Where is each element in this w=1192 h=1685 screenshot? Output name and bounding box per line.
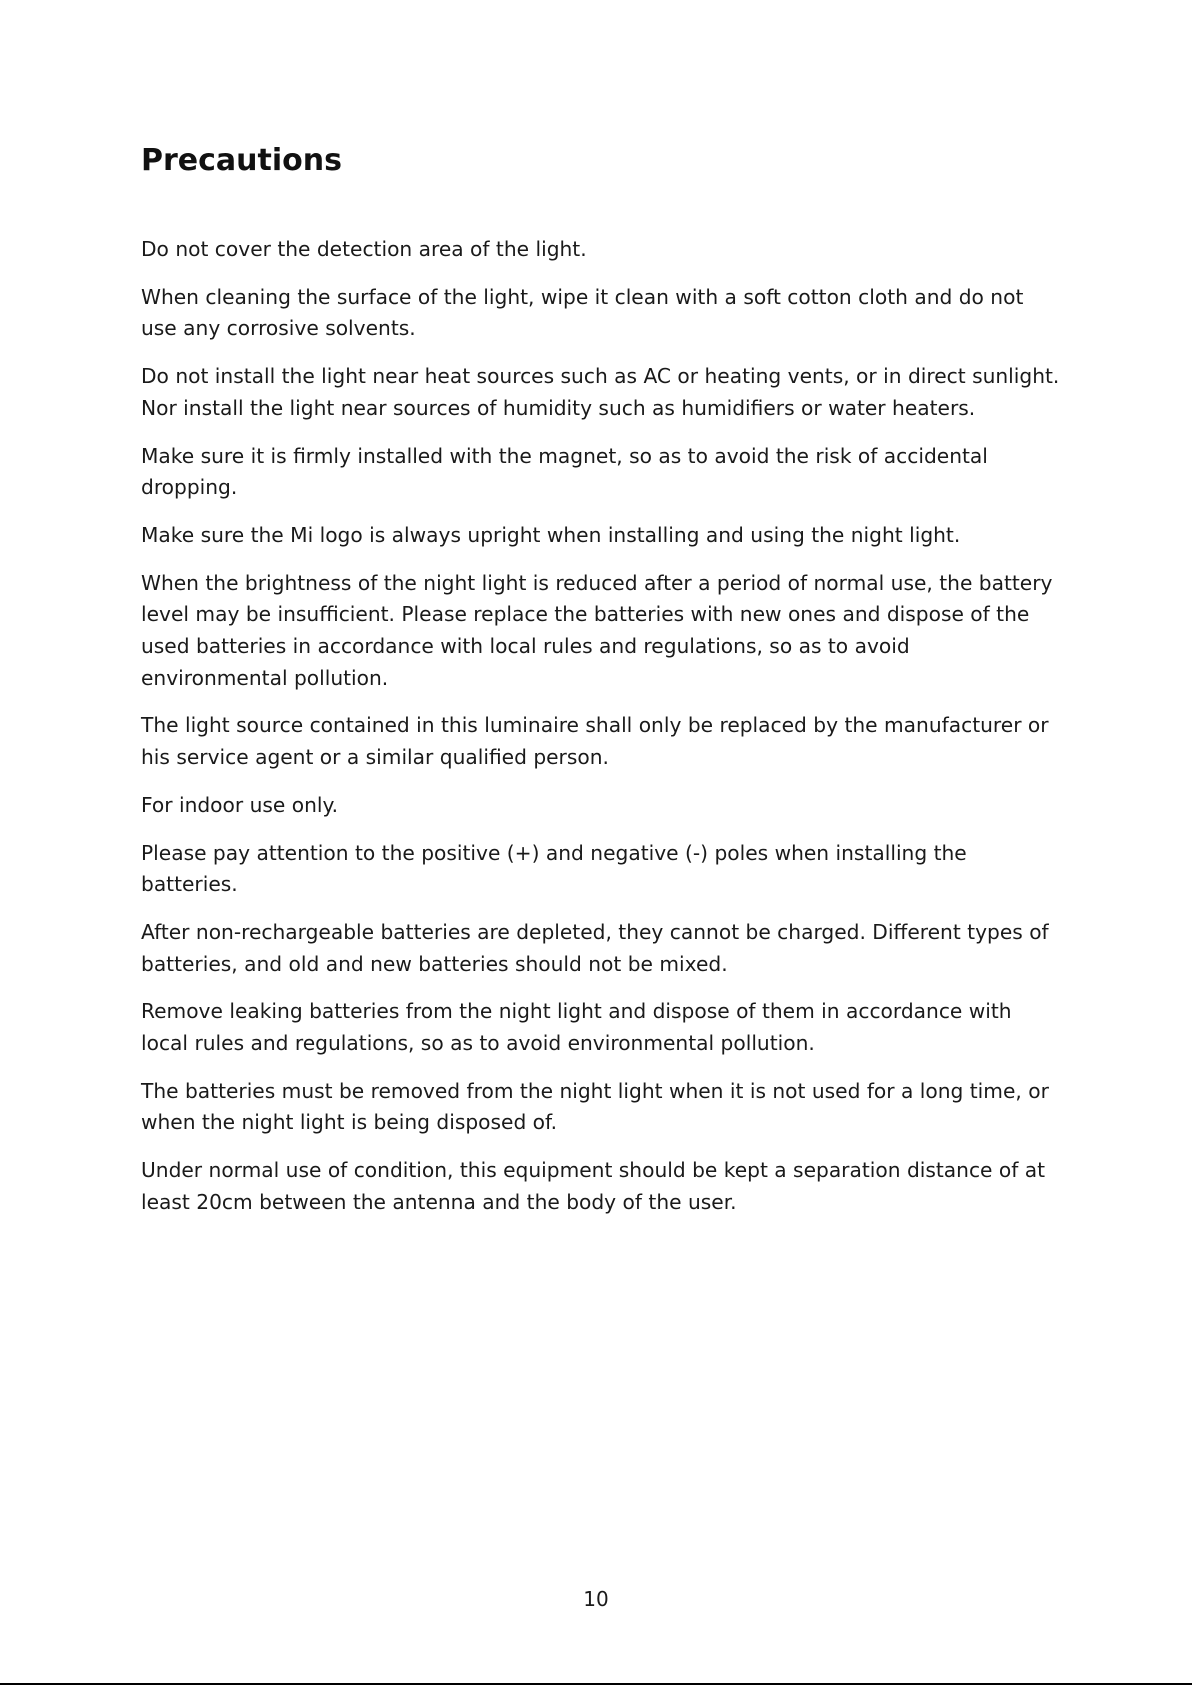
precaution-paragraph-5: Make sure the Mi logo is always upright when installing and using the night light.: [141, 522, 961, 547]
precaution-paragraph-11: Remove leaking batteries from the night light and dispose of them in accordance with local rules and regulations, so as to avoid environmental pollution.: [141, 999, 1012, 1056]
precautions-list: [141, 234, 1061, 1235]
precaution-paragraph-3: Do not install the light near heat sources such as AC or heating vents, or in direct sunlight. Nor install the light near sources of humidity such as humidifiers or water heaters.: [141, 364, 1060, 420]
page-title: Precautions: [141, 143, 342, 178]
precaution-paragraph-9: Please pay attention to the positive (+) and negative (-) poles when installing the batteries.: [141, 840, 967, 897]
precaution-paragraph-2: When cleaning the surface of the light, wipe it clean with a soft cotton cloth and do not use any corrosive solvents.: [141, 284, 1024, 341]
precaution-paragraph-10: After non-rechargeable batteries are depleted, they cannot be charged. Different types of batteries, and old and new batteries should not be mixed.: [141, 919, 1049, 976]
precaution-paragraph-1: Do not cover the detection area of the light.: [141, 237, 587, 261]
precaution-paragraph-8: For indoor use only.: [141, 792, 338, 817]
precaution-paragraph-12: The batteries must be removed from the night light when it is not used for a long time, or when the night light is being disposed of.: [141, 1078, 1049, 1135]
precaution-paragraph-6: When the brightness of the night light is reduced after a period of normal use, the battery level may be insufficient. Please replace the batteries with new ones and dispose of the used batteries in accordance with local rules and regulations, so as to avoid environmental pollution.: [141, 570, 1053, 690]
precaution-paragraph-7: The light source contained in this luminaire shall only be replaced by the manufacturer or his service agent or a similar qualified person.: [141, 713, 1049, 770]
precaution-paragraph-4: Make sure it is firmly installed with the magnet, so as to avoid the risk of accidental dropping.: [141, 443, 988, 500]
page-number: 10: [583, 1587, 609, 1611]
precaution-paragraph-13: Under normal use of condition, this equipment should be kept a separation distance of at least 20cm between the antenna and the body of the user.: [141, 1158, 1046, 1214]
